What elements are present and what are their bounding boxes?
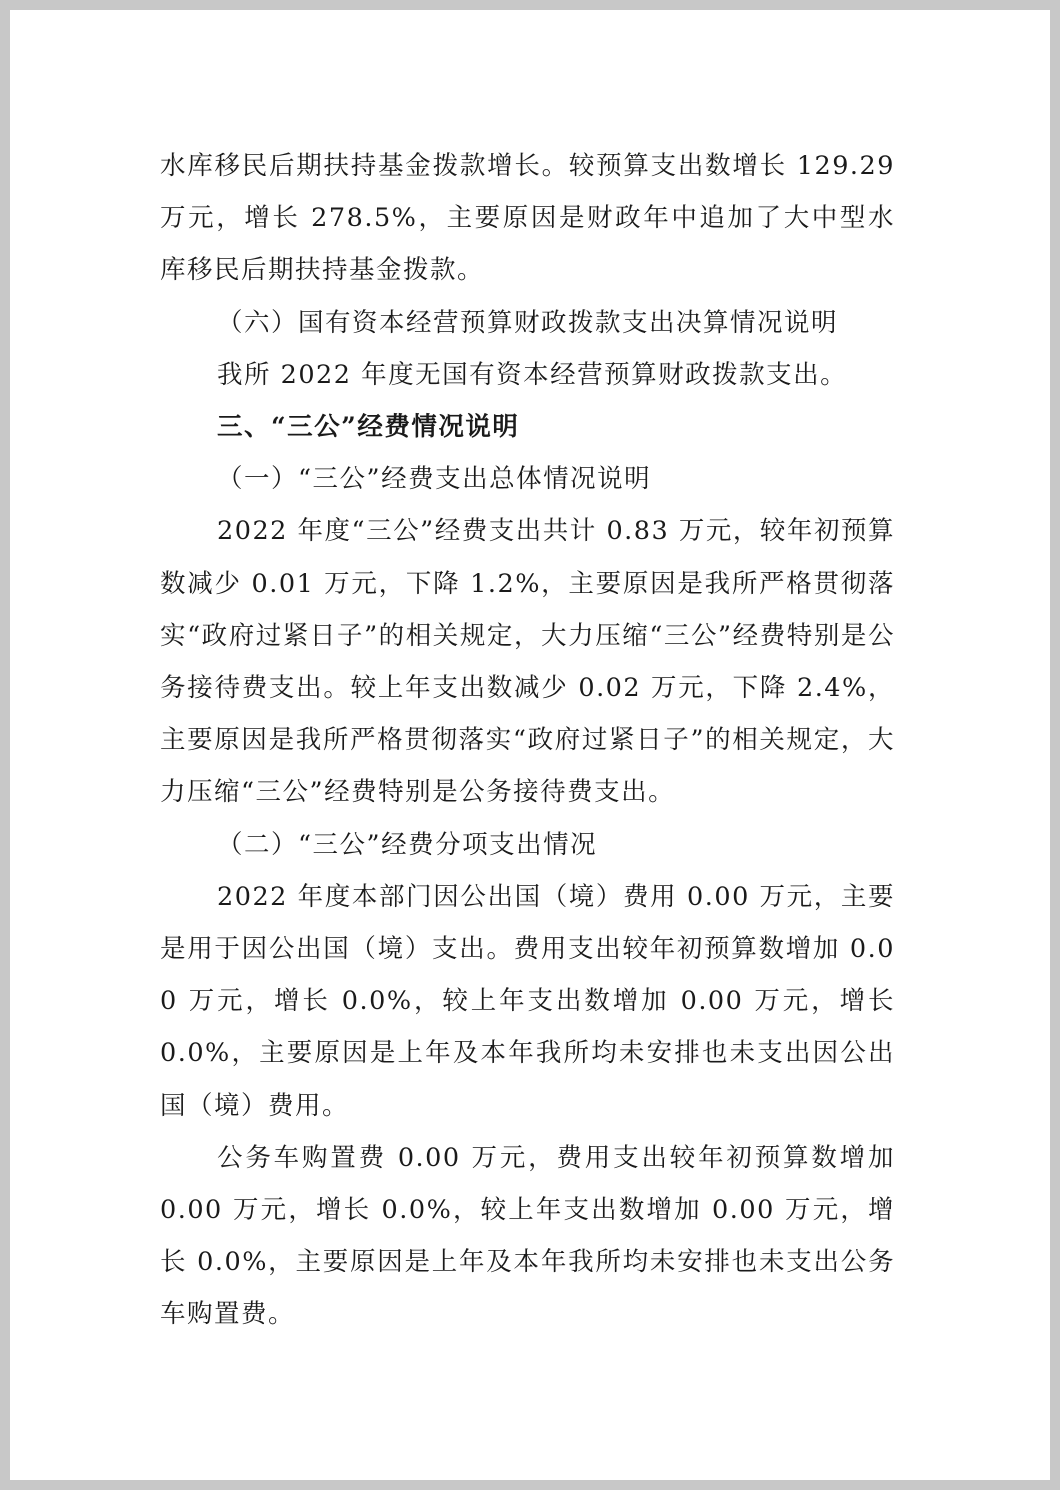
subheading-three-public-overall: （一）“三公”经费支出总体情况说明 — [217, 464, 652, 495]
paragraph-three-public-overall: 2022 年度“三公”经费支出共计 0.83 万元，较年初预算数减少 0.01 万元，下降 1.2%，主要原因是我所严格贯彻落实“政府过紧日子”的相关规定，大力压缩“三公”经费特别是公务接待费支出。较上年支出数减少 0.02 万元，下降 2.4%，主要原因是我所严格贯彻落实“政府过紧日子”的相关规定，大力压缩“三公”经费特别是公务接待费支出。 — [160, 516, 895, 808]
subheading-three-public-items: （二）“三公”经费分项支出情况 — [217, 829, 598, 860]
paragraph-reservoir-continued: 水库移民后期扶持基金拨款增长。较预算支出数增长 129.29 万元，增长 278.5%，主要原因是财政年中追加了大中型水库移民后期扶持基金拨款。 — [160, 151, 895, 286]
subheading-state-capital-budget: （六）国有资本经营预算财政拨款支出决算情况说明 — [217, 307, 839, 338]
paragraph-overseas-expense: 2022 年度本部门因公出国（境）费用 0.00 万元，主要是用于因公出国（境）支出。费用支出较年初预算数增加 0.00 万元，增长 0.0%，较上年支出数增加 0.00 万元，增长 0.0%，主要原因是上年及本年我所均未安排也未支出因公出国（境）费用。 — [160, 881, 895, 1121]
paragraph-vehicle-purchase: 公务车购置费 0.00 万元，费用支出较年初预算数增加 0.00 万元，增长 0.0%，较上年支出数增加 0.00 万元，增长 0.0%，主要原因是上年及本年我所均未安排也未支出公务车购置费。 — [160, 1142, 895, 1330]
paragraph-state-capital-budget: 我所 2022 年度无国有资本经营预算财政拨款支出。 — [217, 359, 848, 390]
document-body — [160, 140, 895, 1341]
heading-three-public-expenses: 三、“三公”经费情况说明 — [217, 412, 520, 443]
